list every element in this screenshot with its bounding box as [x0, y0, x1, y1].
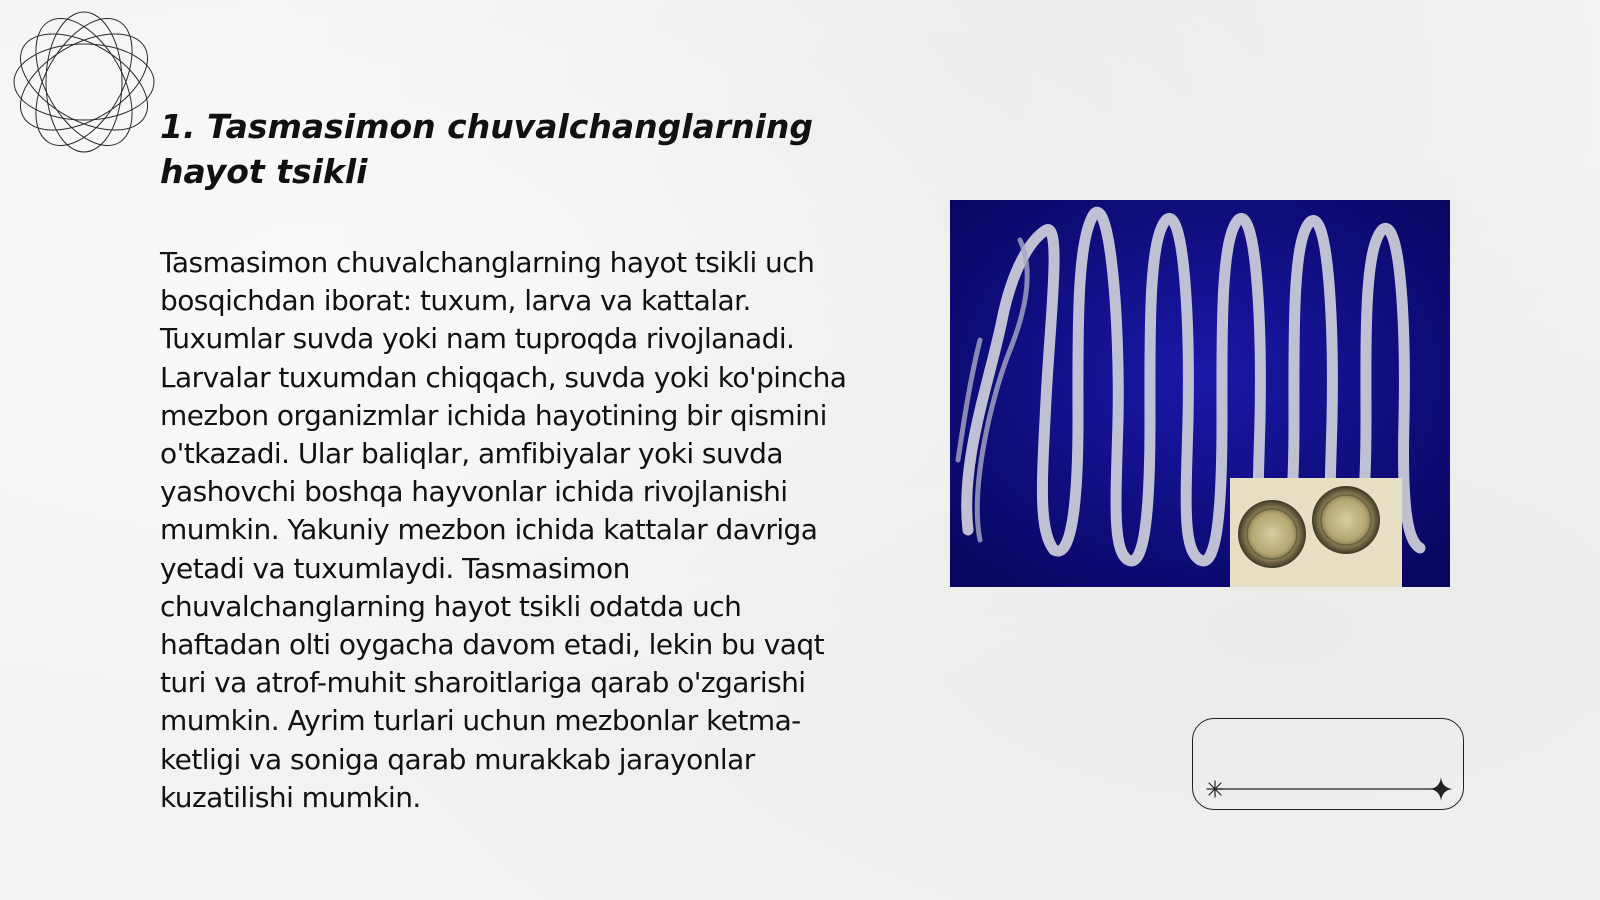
slide-title: 1. Tasmasimon chuvalchanglarning hayot tsikli	[160, 107, 813, 191]
sparkle-line-icon	[1193, 719, 1465, 811]
tapeworm-photo	[950, 200, 1450, 587]
decorative-card	[1192, 718, 1464, 810]
slide-body-text: Tasmasimon chuvalchanglarning hayot tsikli uch bosqichdan iborat: tuxum, larva va kattalar. Tuxumlar suvda yoki nam tuproqda rivojlanadi. Larvalar tuxumdan chiqqach, suvda yoki ko'pincha mezbon organizmlar ichida hayotining bir qismini o'tkazadi. Ular baliqlar, amfibiyalar yoki suvda yashovchi boshqa hayvonlar ichida rivojlanishi mumkin. Yakuniy mezbon ichida kattalar davriga yetadi va tuxumlaydi. Tasmasimon chuvalchanglarning hayot tsikli odatda uch haftadan olti oygacha davom etadi, lekin bu vaqt turi va atrof-muhit sharoitlariga qarab o'zgarishi mumkin. Ayrim turlari uchun mezbonlar ketma-ketligi va soniga qarab murakkab jarayonlar kuzatilishi mumkin.	[160, 246, 847, 814]
interlaced-rings-icon	[10, 8, 158, 156]
